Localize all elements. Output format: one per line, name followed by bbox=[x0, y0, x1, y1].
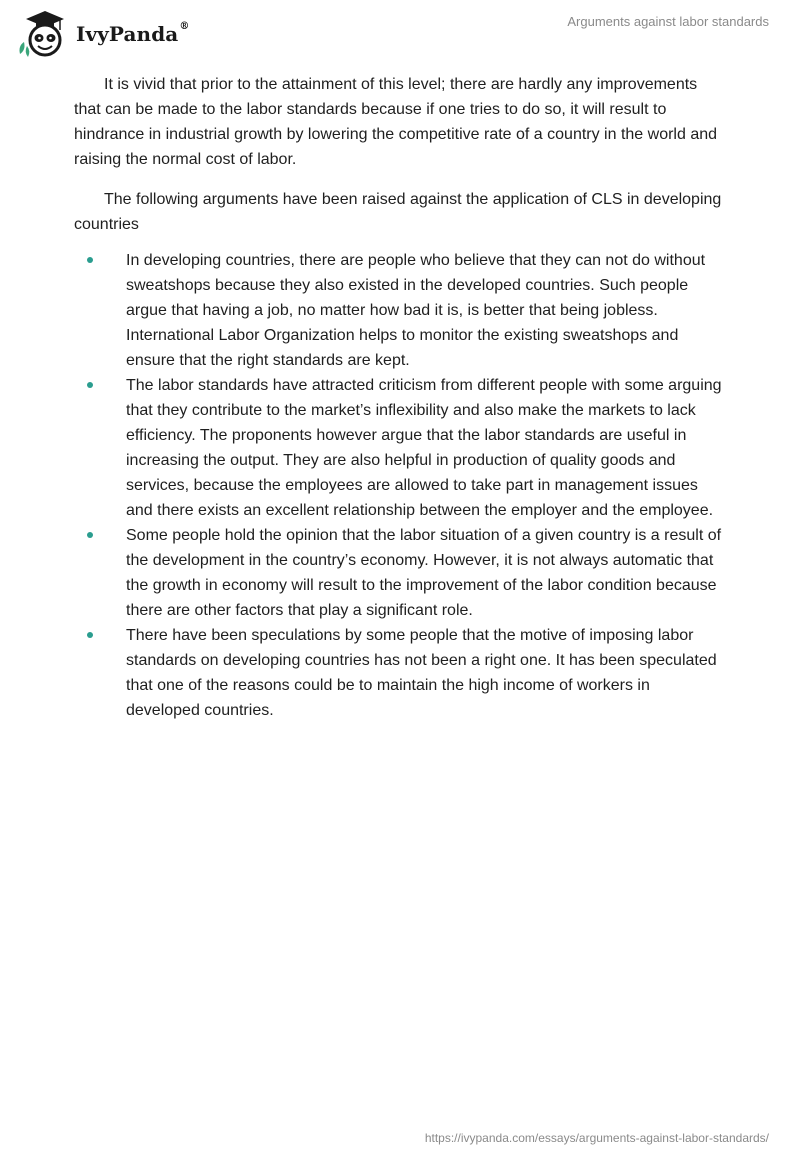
list-item-text: Some people hold the opinion that the labor situation of a given country is a result of the development in the country’s economy. However, it is not always automatic that the growth in economy will result to the improvement of the labor condition because there are other factors that play a significant role. bbox=[126, 527, 722, 619]
bullet-dot-icon bbox=[87, 257, 93, 263]
list-item bbox=[74, 523, 724, 623]
source-url-link[interactable]: https://ivypanda.com/essays/arguments-against-labor-standards/ bbox=[424, 1131, 769, 1145]
ivypanda-logo[interactable] bbox=[14, 8, 189, 60]
bullet-dot-icon bbox=[87, 632, 93, 638]
list-item bbox=[74, 623, 724, 723]
bullet-dot-icon bbox=[87, 532, 93, 538]
argument-list bbox=[74, 248, 724, 723]
paragraph: It is vivid that prior to the attainment of this level; there are hardly any improvements that can be made to the labor standards because if one tries to do so, it will result to hindrance in industrial growth by lowering the competitive rate of a country in the world and raising the normal cost of labor. bbox=[74, 76, 718, 168]
list-item-text: There have been speculations by some people that the motive of imposing labor standards on developing countries has not been a right one. It has been speculated that one of the reasons could be to maintain the high income of workers in developed countries. bbox=[126, 627, 717, 719]
panda-graduation-cap-icon bbox=[14, 8, 76, 60]
list-item-text: In developing countries, there are people who believe that they can not do without sweatshops because they also existed in the developed countries. Such people argue that having a job, no matter how bad it is, is better that being jobless. International Labor Organization helps to monitor the existing sweatshops and ensure that the right standards are kept. bbox=[126, 252, 706, 369]
document-title: Arguments against labor standards bbox=[567, 14, 769, 29]
list-item bbox=[74, 248, 724, 373]
list-item-text: The labor standards have attracted criticism from different people with some arguing that they contribute to the market’s inflexibility and also make the markets to lack efficiency. The proponents however argue that the labor standards are useful in increasing the output. They are also helpful in production of quality goods and services, because the employees are allowed to take part in management issues and there exists an excellent relationship between the employer and the employee. bbox=[126, 377, 722, 519]
list-item bbox=[74, 373, 724, 523]
brand-name: IvyPanda® bbox=[76, 21, 190, 46]
bullet-dot-icon bbox=[87, 382, 93, 388]
paragraph: The following arguments have been raised against the application of CLS in developing countries bbox=[74, 191, 722, 233]
essay-content bbox=[74, 72, 724, 723]
page-header bbox=[0, 0, 800, 64]
